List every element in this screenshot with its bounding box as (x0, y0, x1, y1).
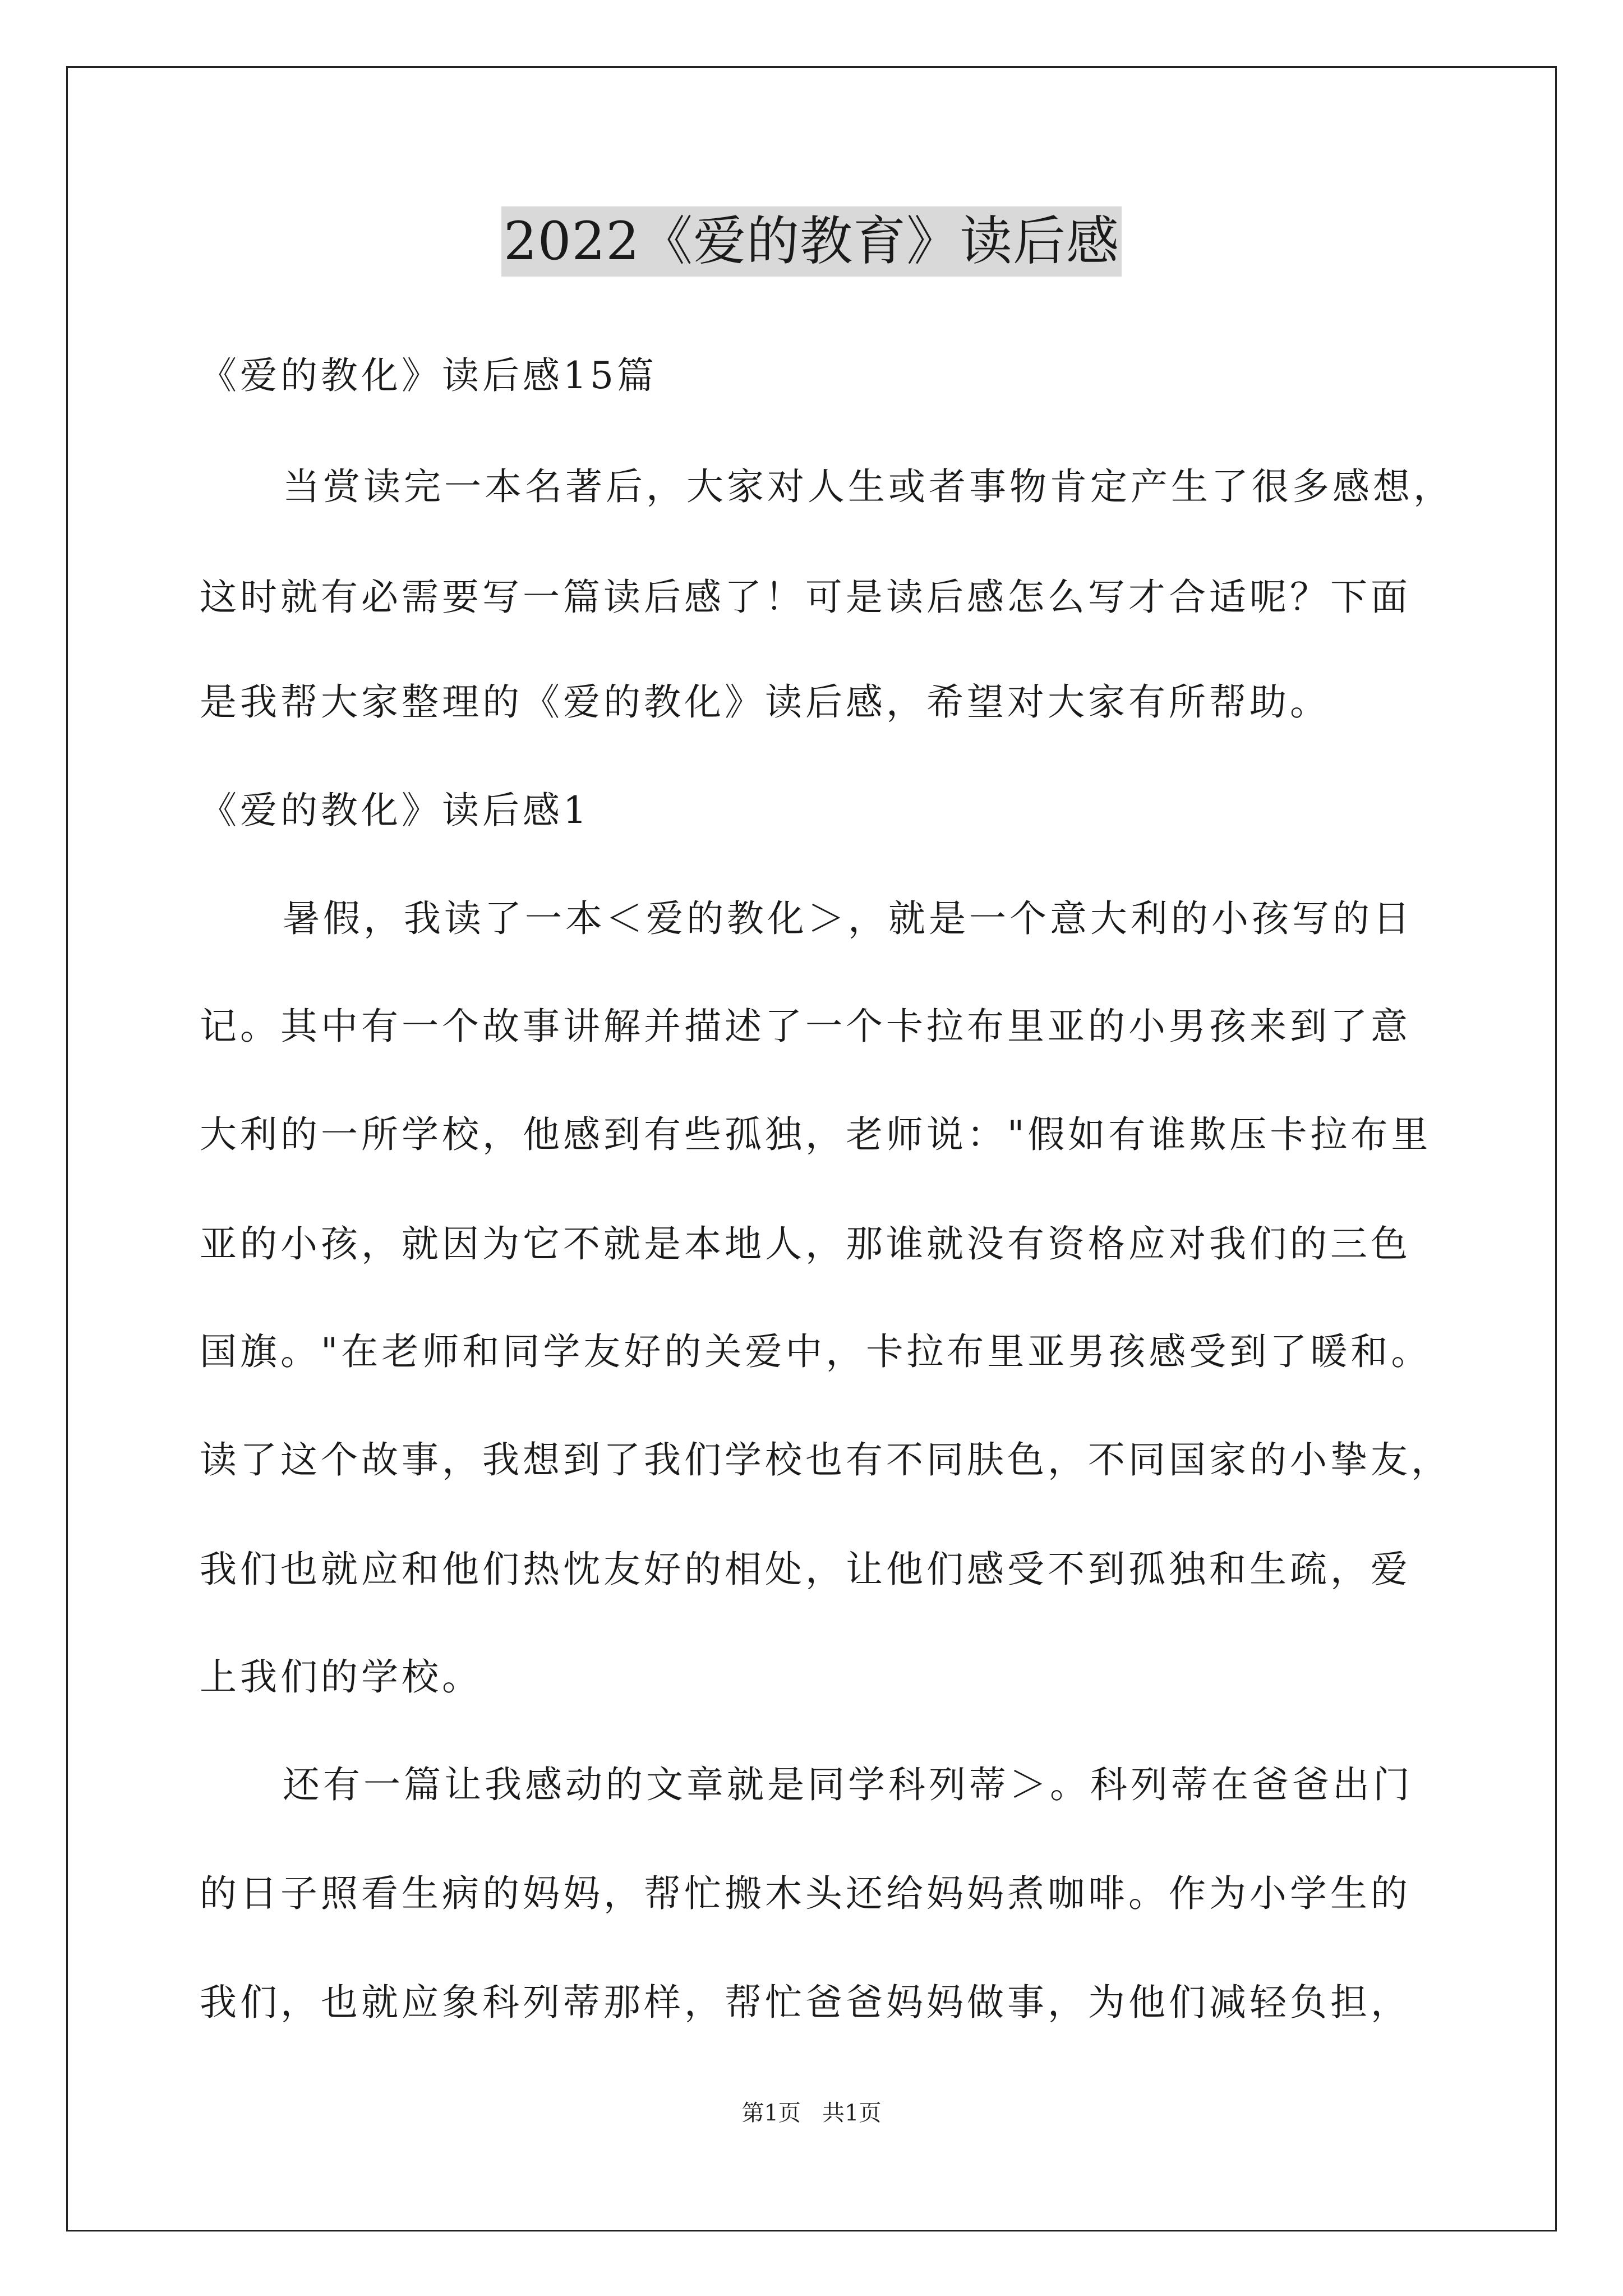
paragraph1-line-6: 读了这个故事，我想到了我们学校也有不同肤色，不同国家的小挚友， (200, 1438, 1451, 1481)
page-footer: 第1页 共1页 (741, 2100, 882, 2126)
paragraph1-line-3: 大利的一所学校，他感到有些孤独，老师说："假如有谁欺压卡拉布里 (200, 1113, 1432, 1156)
title-container (0, 206, 1623, 277)
paragraph1-line-4: 亚的小孩，就因为它不就是本地人，那谁就没有资格应对我们的三色 (200, 1222, 1411, 1266)
paragraph2-line-2: 的日子照看生病的妈妈，帮忙搬木头还给妈妈煮咖啡。作为小学生的 (200, 1872, 1411, 1915)
paragraph1-line-1: 暑假，我读了一本＜爱的教化＞，就是一个意大利的小孩写的日 (283, 897, 1413, 940)
paragraph1-line-5: 国旗。"在老师和同学友好的关爱中，卡拉布里亚男孩感受到了暖和。 (200, 1330, 1432, 1373)
intro-line-3: 是我帮大家整理的《爱的教化》读后感，希望对大家有所帮助。 (200, 680, 1330, 724)
paragraph2-line-3: 我们，也就应象科列蒂那样，帮忙爸爸妈妈做事，为他们减轻负担， (200, 1981, 1411, 2024)
intro-line-1: 当赏读完一本名著后，大家对人生或者事物肯定产生了很多感想， (283, 465, 1454, 508)
document-title: 2022《爱的教育》读后感 (501, 206, 1122, 277)
paragraph1-line-7: 我们也就应和他们热忱友好的相处，让他们感受不到孤独和生疏，爱 (200, 1548, 1411, 1591)
paragraph2-line-1: 还有一篇让我感动的文章就是同学科列蒂＞。科列蒂在爸爸出门 (283, 1763, 1413, 1806)
intro-line-2: 这时就有必需要写一篇读后感了！可是读后感怎么写才合适呢？下面 (200, 576, 1411, 619)
document-subtitle: 《爱的教化》读后感15篇 (200, 354, 657, 397)
paragraph1-line-8: 上我们的学校。 (200, 1655, 482, 1699)
section-heading: 《爱的教化》读后感1 (200, 789, 590, 832)
paragraph1-line-2: 记。其中有一个故事讲解并描述了一个卡拉布里亚的小男孩来到了意 (200, 1005, 1411, 1048)
